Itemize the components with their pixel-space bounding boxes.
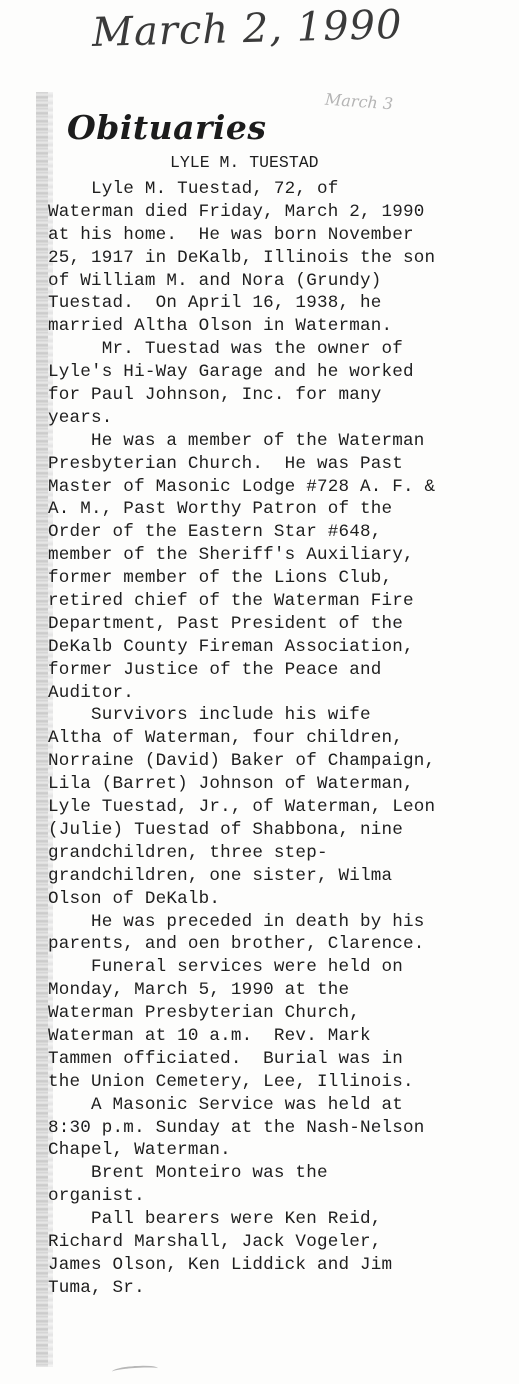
obituary-text-line: Tuma, Sr. bbox=[48, 1277, 145, 1298]
obituary-text-line: Lyle M. Tuestad, 72, of bbox=[48, 179, 339, 199]
obituary-text-line: Presbyterian Church. He was Past bbox=[48, 453, 404, 474]
obituary-text-line: Tammen officiated. Burial was in bbox=[48, 1048, 404, 1069]
obituary-text-line: years. bbox=[48, 407, 113, 428]
obituary-text-line: Lyle Tuestad, Jr., of Waterman, Leon bbox=[48, 797, 436, 818]
obituary-text-line: of William M. and Nora (Grundy) bbox=[48, 270, 382, 291]
obituary-text-line: Department, Past President of the bbox=[48, 613, 404, 634]
obituary-text-line: 25, 1917 in DeKalb, Illinois the son bbox=[48, 247, 436, 268]
obituary-text-line: Tuestad. On April 16, 1938, he bbox=[48, 293, 382, 314]
obituary-text-line: Master of Masonic Lodge #728 A. F. & bbox=[48, 476, 436, 497]
obituary-text-line: organist. bbox=[48, 1186, 145, 1207]
obituary-text-line: Richard Marshall, Jack Vogeler, bbox=[48, 1231, 382, 1252]
obituary-text-line: DeKalb County Fireman Association, bbox=[48, 636, 414, 657]
obituary-text-line: Pall bearers were Ken Reid, bbox=[48, 1209, 382, 1230]
obituary-text-line: Olson of DeKalb. bbox=[48, 888, 221, 909]
obituary-text-line: A Masonic Service was held at bbox=[48, 1094, 404, 1115]
obituary-text-line: Waterman Presbyterian Church, bbox=[48, 1003, 360, 1024]
obituary-text-line: (Julie) Tuestad of Shabbona, nine bbox=[48, 819, 404, 840]
newspaper-clipping bbox=[36, 89, 496, 1367]
deceased-name-heading: LYLE M. TUESTAD bbox=[170, 153, 319, 172]
obituary-text-line: Norraine (David) Baker of Champaign, bbox=[48, 751, 436, 772]
faint-annotation: March 3 bbox=[324, 89, 394, 114]
handwritten-date: March 2, 1990 bbox=[91, 1, 404, 57]
obituary-text-line: grandchildren, three step- bbox=[48, 842, 328, 863]
obituary-text-line: Mr. Tuestad was the owner of bbox=[48, 339, 404, 360]
obituary-text-line: 8:30 p.m. Sunday at the Nash-Nelson bbox=[48, 1117, 425, 1138]
obituary-text-line: Waterman at 10 a.m. Rev. Mark bbox=[48, 1025, 371, 1046]
obituary-text-line: Altha of Waterman, four children, bbox=[48, 728, 404, 749]
obituary-text-line: former Justice of the Peace and bbox=[48, 659, 382, 680]
obituary-text-line: Auditor. bbox=[48, 682, 135, 703]
obituary-text-line: retired chief of the Waterman Fire bbox=[48, 591, 414, 612]
obituary-text-line: Chapel, Waterman. bbox=[48, 1140, 231, 1161]
section-masthead: Obituaries bbox=[67, 108, 267, 147]
obituary-text-line: Order of the Eastern Star #648, bbox=[48, 522, 382, 543]
obituary-text-line: Brent Monteiro was the bbox=[48, 1163, 328, 1184]
obituary-text-line: member of the Sheriff's Auxiliary, bbox=[48, 545, 414, 566]
clipping-torn-edge bbox=[36, 92, 48, 1367]
obituary-text-line: Funeral services were held on bbox=[48, 957, 404, 978]
obituary-text-line: grandchildren, one sister, Wilma bbox=[48, 865, 393, 886]
obituary-text-line: Waterman died Friday, March 2, 1990 bbox=[48, 201, 425, 222]
obituary-text-line: Lyle's Hi-Way Garage and he worked bbox=[48, 362, 414, 383]
obituary-text-line: James Olson, Ken Liddick and Jim bbox=[48, 1254, 393, 1275]
obituary-text-line: at his home. He was born November bbox=[48, 224, 414, 245]
obituary-body bbox=[48, 178, 496, 1300]
obituary-text-line: Lila (Barret) Johnson of Waterman, bbox=[48, 774, 414, 795]
obituary-text-line: former member of the Lions Club, bbox=[48, 568, 393, 589]
obituary-text-line: He was a member of the Waterman bbox=[48, 430, 425, 451]
obituary-text-line: Monday, March 5, 1990 at the bbox=[48, 980, 350, 1001]
obituary-text-line: He was preceded in death by his bbox=[48, 911, 425, 932]
obituary-text-line: A. M., Past Worthy Patron of the bbox=[48, 499, 393, 520]
obituary-text-line: married Altha Olson in Waterman. bbox=[48, 316, 393, 337]
obituary-text-line: for Paul Johnson, Inc. for many bbox=[48, 385, 382, 406]
obituary-text-line: Survivors include his wife bbox=[48, 705, 371, 726]
obituary-text-line: parents, and oen brother, Clarence. bbox=[48, 934, 425, 955]
obituary-text-line: the Union Cemetery, Lee, Illinois. bbox=[48, 1071, 414, 1092]
